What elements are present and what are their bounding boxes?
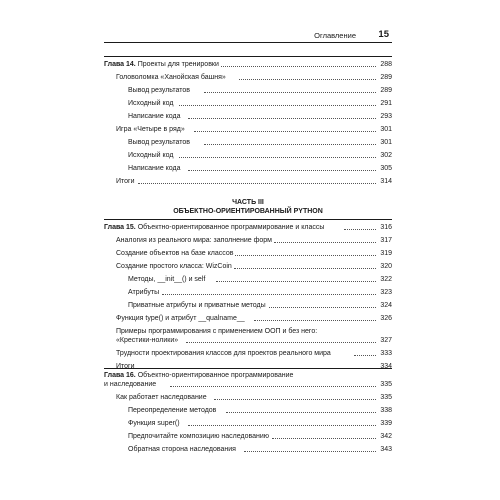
chapter-15-block [104, 219, 392, 369]
toc-entry-text: Вывод результатов [128, 139, 191, 146]
toc-entry-text: Итоги [116, 363, 135, 370]
toc-page: 324 [377, 300, 392, 311]
toc-page: 317 [377, 235, 392, 246]
toc-entry[interactable] [104, 248, 392, 259]
toc-entry[interactable] [104, 431, 392, 442]
toc-page: 333 [377, 348, 392, 359]
toc-entry-text: Вывод результатов [128, 87, 191, 94]
toc-page: 316 [377, 222, 392, 233]
toc-page: 319 [377, 248, 392, 259]
toc-page: 301 [377, 137, 392, 148]
toc-entry-text: Итоги [116, 178, 135, 185]
chapter-rule [104, 219, 392, 220]
toc-entry-text: Исходный код [128, 100, 174, 107]
toc-entry[interactable] [104, 405, 392, 416]
toc-page: 314 [377, 176, 392, 187]
toc-page: 339 [377, 418, 392, 429]
chapter-14-block [104, 56, 392, 190]
toc-page: 288 [377, 59, 392, 70]
toc-page: 302 [377, 150, 392, 161]
chapter-16-block [104, 368, 392, 460]
toc-entry-text: Приватные атрибуты и приватные методы [128, 302, 266, 309]
header-rule [104, 42, 392, 43]
toc-entry[interactable] [104, 72, 392, 83]
toc-entry[interactable] [104, 235, 392, 246]
toc-entry[interactable] [104, 261, 392, 272]
toc-entry[interactable] [104, 85, 392, 96]
chapter-rule [104, 56, 392, 57]
toc-entry[interactable] [104, 348, 392, 359]
toc-entry-text: Игра «Четыре в ряд» [116, 126, 185, 133]
part-label: ЧАСТЬ III [232, 199, 264, 206]
running-head [104, 29, 392, 43]
toc-page: 327 [377, 335, 392, 346]
toc-page: 320 [377, 261, 392, 272]
toc-chapter-entry[interactable] [104, 379, 392, 390]
toc-entry-text: Обратная сторона наследования [128, 446, 236, 453]
toc-entry-text: Как работает наследование [116, 394, 207, 401]
toc-page: 338 [377, 405, 392, 416]
toc-entry[interactable] [104, 287, 392, 298]
chapter-title: Проекты для тренировки [137, 61, 219, 68]
toc-page: 335 [377, 392, 392, 403]
toc-entry-text: Переопределение методов [128, 407, 217, 414]
toc-entry-text: Функция super() [128, 420, 180, 427]
toc-entry-text: Создание простого класса: WizCoin [116, 263, 232, 270]
chapter-label: Глава 16. [104, 372, 136, 379]
chapter-label: Глава 14. [104, 61, 136, 68]
toc-page: 289 [377, 72, 392, 83]
toc-entry-text: Головоломка «Ханойская башня» [116, 74, 226, 81]
toc-page: 335 [377, 379, 392, 390]
toc-entry-text: Написание кода [128, 113, 181, 120]
chapter-title: Объектно-ориентированное программирование [137, 372, 294, 379]
toc-entry-text: Примеры программирования с применением ООП и без него: [116, 328, 318, 335]
toc-page: 291 [377, 98, 392, 109]
chapter-title: Объектно-ориентированное программирование и классы [137, 224, 325, 231]
toc-page: 293 [377, 111, 392, 122]
toc-entry-text: Методы, __init__() и self [128, 276, 206, 283]
toc-entry[interactable] [104, 300, 392, 311]
toc-entry[interactable] [104, 392, 392, 403]
chapter-title: и наследование [104, 381, 157, 388]
toc-page: 342 [377, 431, 392, 442]
toc-page: 305 [377, 163, 392, 174]
toc-entry[interactable] [104, 418, 392, 429]
toc-entry[interactable] [104, 98, 392, 109]
toc-entry[interactable] [104, 313, 392, 324]
toc-entry[interactable] [104, 111, 392, 122]
toc-page: 343 [377, 444, 392, 455]
running-head-title: Оглавление [314, 31, 356, 40]
toc-entry[interactable] [104, 150, 392, 161]
toc-entry-text: Создание объектов на базе классов [116, 250, 234, 257]
toc-page: 301 [377, 124, 392, 135]
toc-entry-text: Написание кода [128, 165, 181, 172]
toc-page: 323 [377, 287, 392, 298]
toc-entry[interactable] [104, 124, 392, 135]
chapter-label: Глава 15. [104, 224, 136, 231]
toc-entry-text: Предпочитайте композицию наследованию [128, 433, 270, 440]
toc-entry[interactable] [104, 274, 392, 285]
toc-entry[interactable] [104, 137, 392, 148]
toc-entry-text: Трудности проектирования классов для проектов реального мира [116, 350, 331, 357]
toc-entry[interactable] [104, 163, 392, 174]
toc-entry-text: Атрибуты [128, 289, 160, 296]
page-number: 15 [378, 29, 389, 40]
toc-entry-text: Исходный код [128, 152, 174, 159]
part-title: ОБЪЕКТНО-ОРИЕНТИРОВАННЫЙ PYTHON [173, 208, 323, 215]
toc-entry-text: «Крестики-нолики» [116, 337, 179, 344]
toc-page: 326 [377, 313, 392, 324]
toc-chapter-entry[interactable] [104, 59, 392, 70]
toc-page: 289 [377, 85, 392, 96]
toc-entry[interactable] [104, 176, 392, 187]
toc-entry-text: Функция type() и атрибут __qualname__ [116, 315, 245, 322]
toc-page: 334 [377, 361, 392, 372]
chapter-rule [104, 368, 392, 369]
toc-entry-text: Аналогия из реального мира: заполнение форм [116, 237, 272, 244]
toc-chapter-entry[interactable] [104, 222, 392, 233]
toc-entry[interactable] [104, 444, 392, 455]
toc-entry[interactable] [104, 335, 392, 346]
toc-page: 322 [377, 274, 392, 285]
